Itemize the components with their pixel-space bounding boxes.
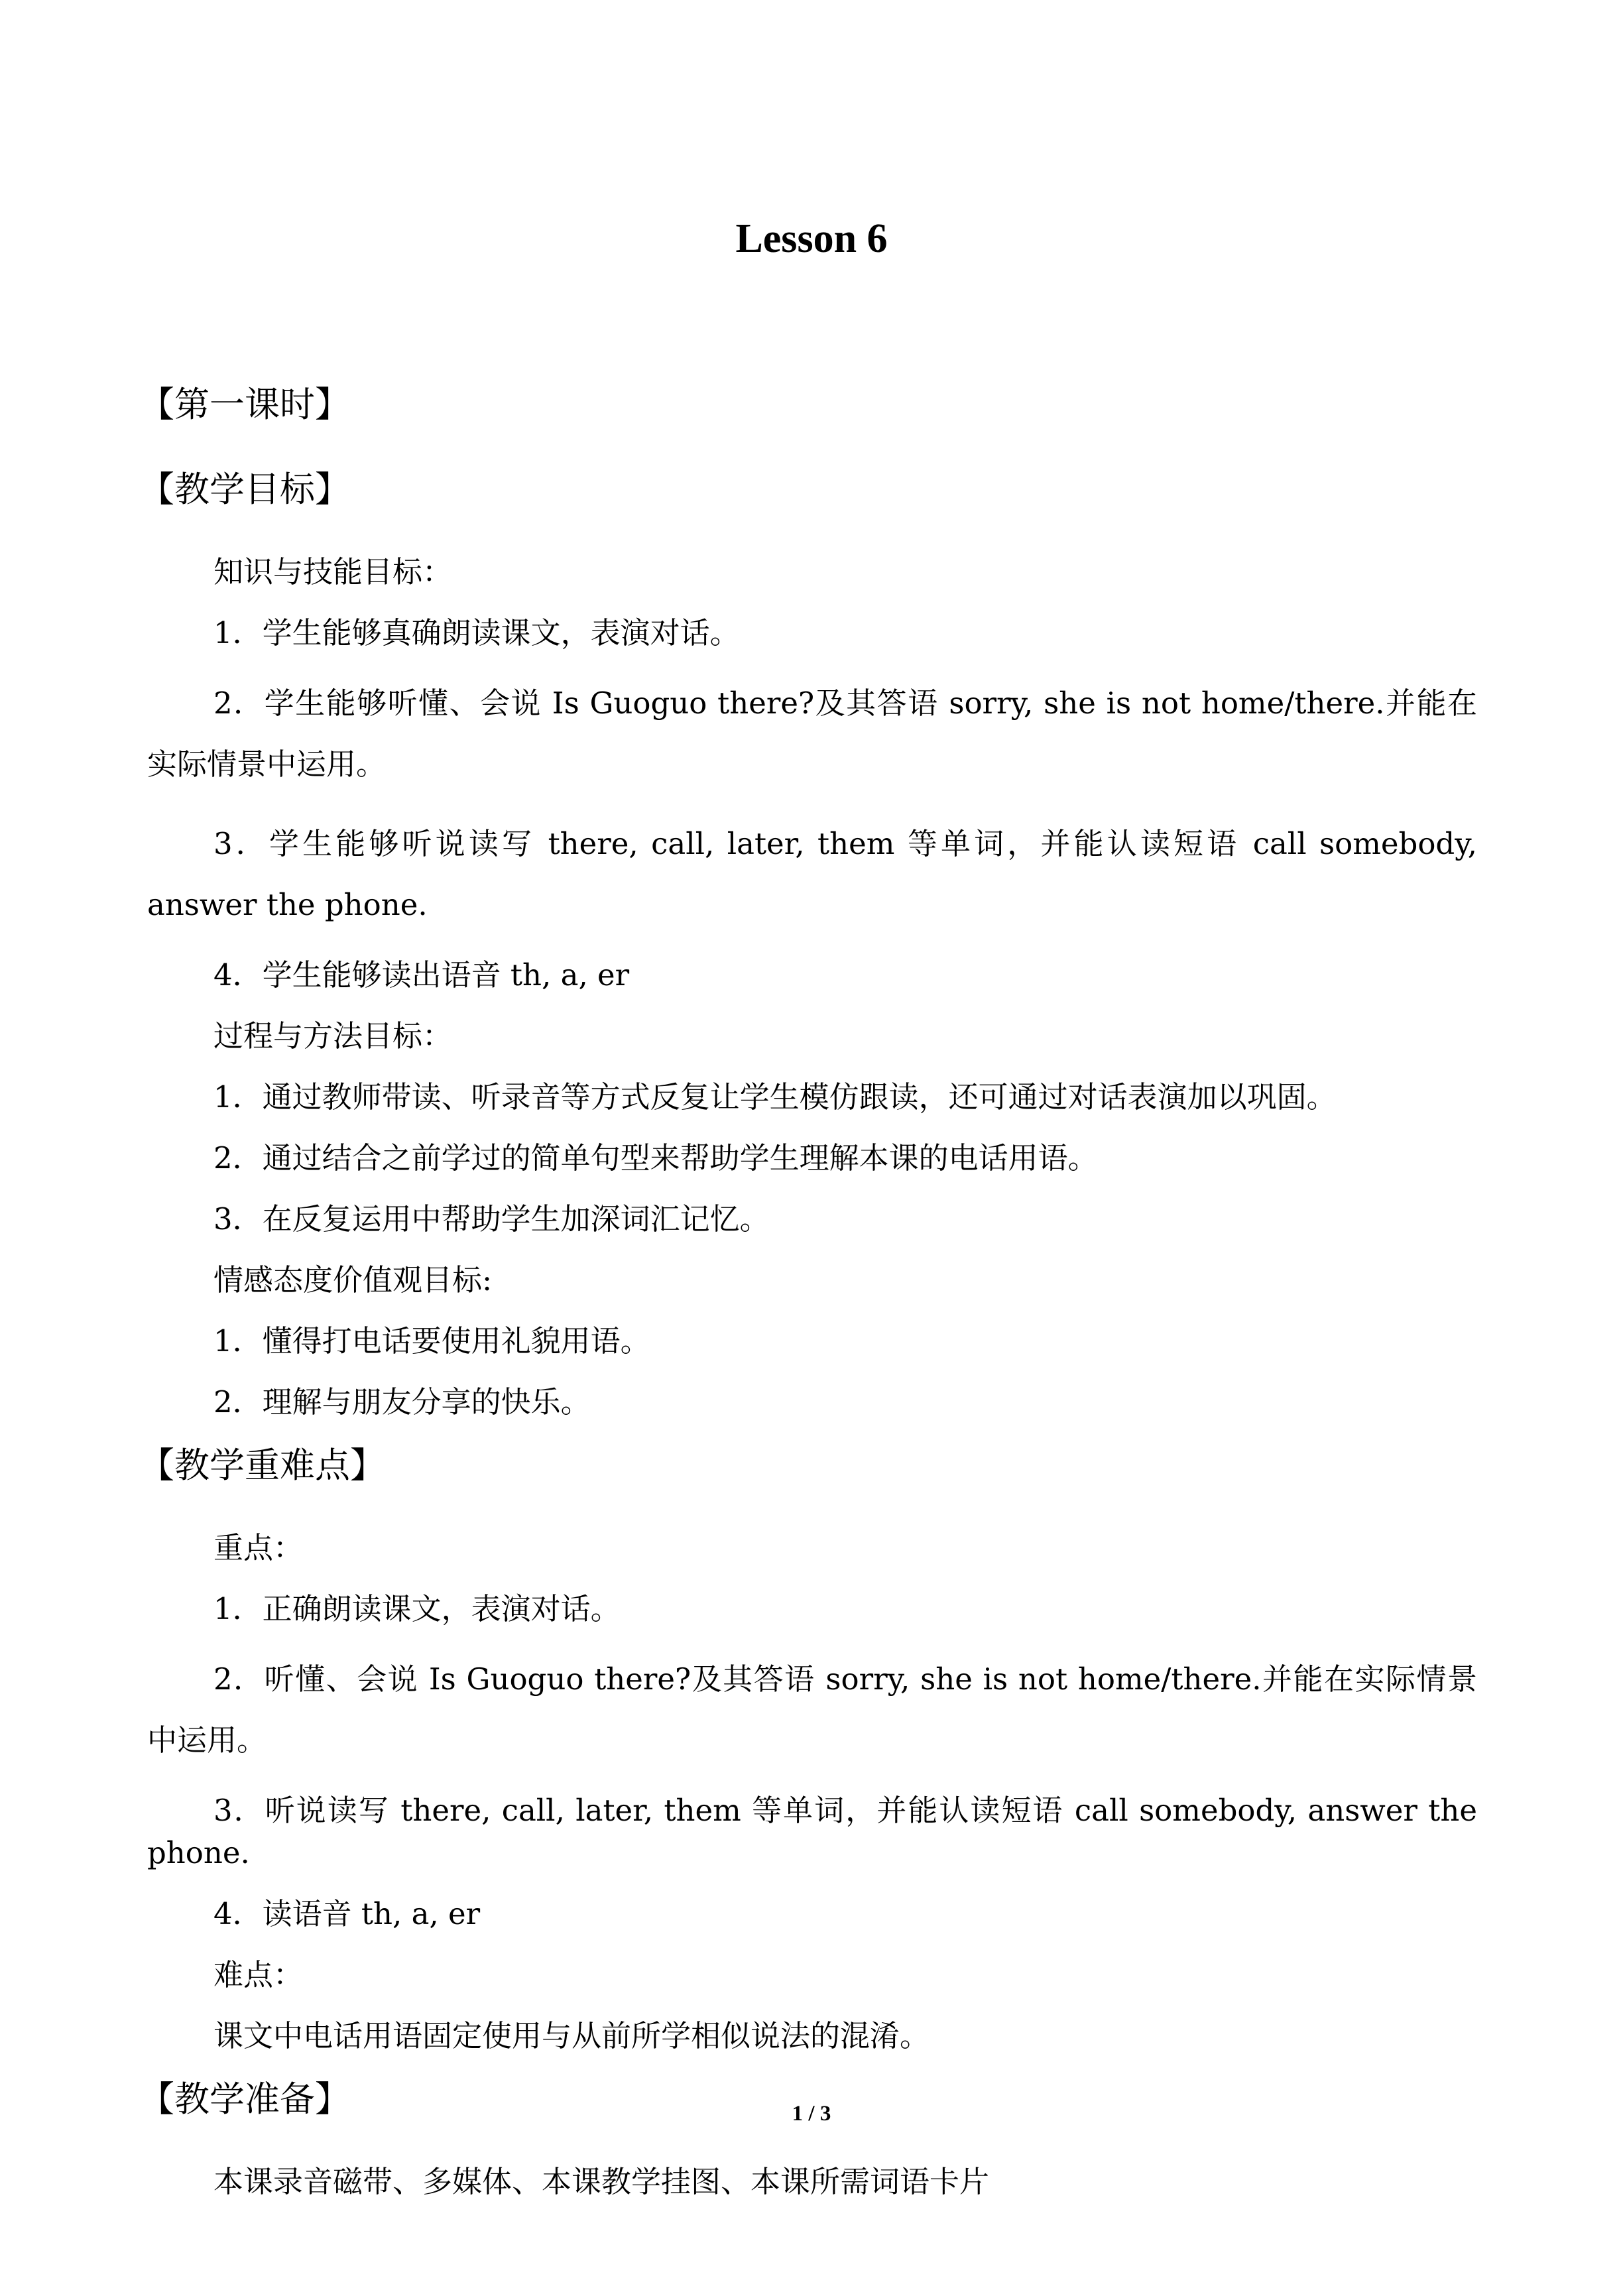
- emotion-item-1: 1．懂得打电话要使用礼貌用语。: [213, 1323, 650, 1359]
- knowledge-item-4: 4．学生能够读出语音 th, a, er: [213, 957, 630, 993]
- document-body: [139, 381, 1477, 2222]
- preparation-heading: 【教学准备】: [139, 2079, 350, 2120]
- emotion-item-2: 2．理解与朋友分享的快乐。: [213, 1384, 591, 1420]
- lesson-title: Lesson 6: [735, 216, 888, 261]
- knowledge-item-2: 2．学生能够听懂、会说 Is Guoguo there?及其答语 sorry, she is not home/there.并能在实际情景中运用。: [147, 686, 1477, 782]
- process-item-1: 1．通过教师带读、听录音等方式反复让学生模仿跟读，还可通过对话表演加以巩固。: [213, 1079, 1337, 1115]
- key-item-1: 1．正确朗读课文，表演对话。: [213, 1591, 621, 1626]
- process-item-2: 2．通过结合之前学过的简单句型来帮助学生理解本课的电话用语。: [213, 1140, 1098, 1176]
- key-item-2: 2．听懂、会说 Is Guoguo there?及其答语 sorry, she is not home/there.并能在实际情景中运用。: [147, 1662, 1477, 1758]
- page-number: 1 / 3: [792, 2102, 831, 2126]
- process-item-3: 3．在反复运用中帮助学生加深词汇记忆。: [213, 1201, 770, 1237]
- knowledge-label: 知识与技能目标：: [213, 554, 453, 589]
- knowledge-item-1: 1．学生能够真确朗读课文，表演对话。: [213, 615, 740, 650]
- emotion-label: 情感态度价值观目标:: [213, 1262, 493, 1298]
- difficult-label: 难点：: [213, 1957, 304, 1992]
- key-points-heading: 【教学重难点】: [139, 1445, 385, 1486]
- period-heading: 【第一课时】: [139, 385, 350, 425]
- preparation-items: 本课录音磁带、多媒体、本课教学挂图、本课所需词语卡片: [213, 2164, 990, 2199]
- objectives-heading: 【教学目标】: [139, 469, 350, 510]
- difficult-item-1: 课文中电话用语固定使用与从前所学相似说法的混淆。: [213, 2018, 930, 2053]
- knowledge-item-3: 3．学生能够听说读写 there, call, later, them 等单词，并能认读短语 call somebody, answer the phone.: [147, 826, 1477, 922]
- process-label: 过程与方法目标：: [213, 1018, 453, 1054]
- key-item-4: 4．读语音 th, a, er: [213, 1896, 481, 1931]
- key-item-3: 3．听说读写 there, call, later, them 等单词，并能认读短语 call somebody, answer the phone.: [147, 1793, 1477, 1870]
- key-label: 重点：: [213, 1530, 304, 1565]
